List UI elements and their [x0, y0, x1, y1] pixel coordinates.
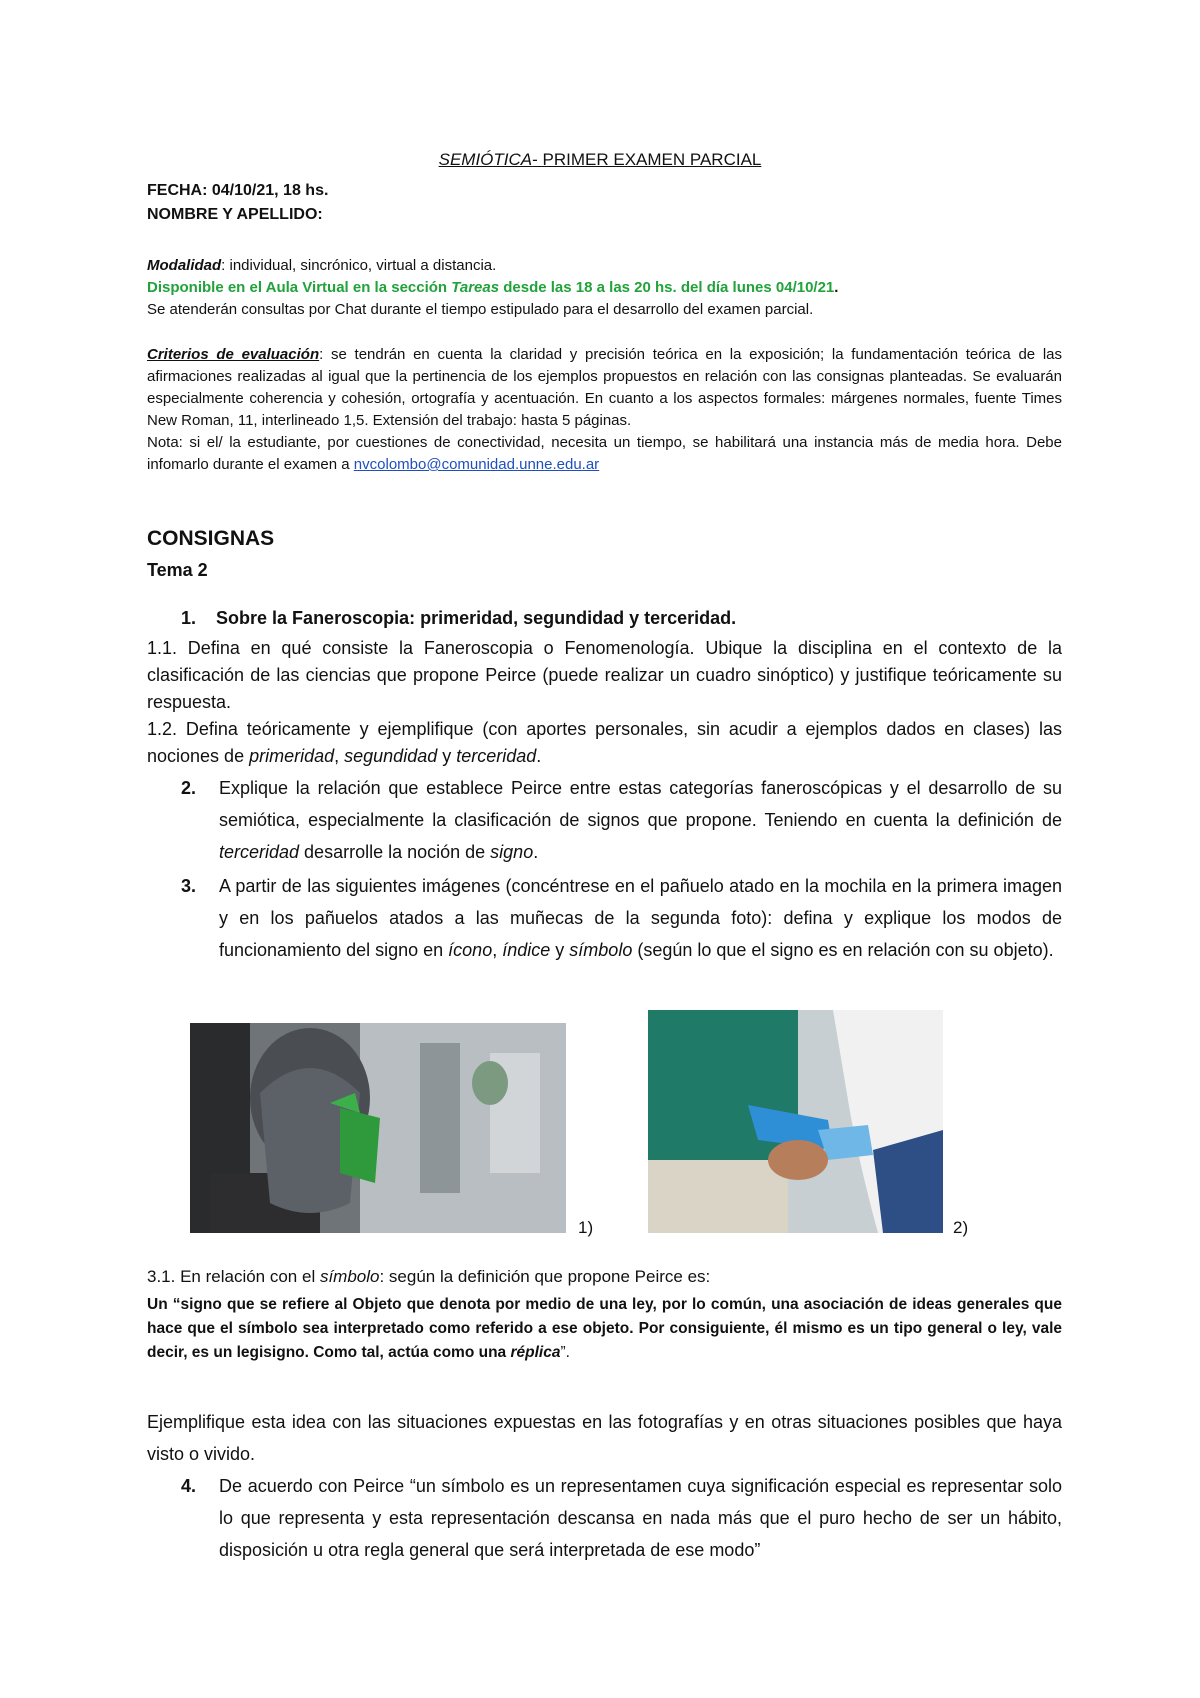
- page-title: SEMIÓTICA- PRIMER EXAMEN PARCIAL: [438, 150, 762, 169]
- photo-1-caption: 1): [578, 1218, 594, 1237]
- disponible-line: Disponible en el Aula Virtual en la sección Tareas desde las 18 a las 20 hs. del día lunes 04/10/21.: [147, 279, 839, 296]
- question-1-2: 1.2. Defina teóricamente y ejemplifique (con aportes personales, sin acudir a ejemplos dados en clases) las nociones de primeridad, segundidad y terceridad.: [147, 719, 1062, 766]
- modalidad-label: Modalidad: [147, 257, 222, 274]
- question-1-1: 1.1. Defina en qué consiste la Faneroscopia o Fenomenología. Ubique la disciplina en el contexto de la clasificación de las ciencias que propone Peirce (puede realizar un cuadro sinóptico) y justifique teóricamente su respuesta.: [147, 638, 1062, 712]
- photo-blue-scarves-wrists: [648, 1010, 943, 1233]
- question-2: 2. Explique la relación que establece Peirce entre estas categorías faneroscópicas y el desarrollo de su semiótica, especialmente la clasificación de signos que propone. Teniendo en cuenta la definición de terceridad desarrolle la noción de signo.: [181, 778, 1062, 862]
- criterios-label: Criterios de evaluación: [147, 346, 320, 363]
- photo-2-caption: 2): [953, 1218, 969, 1237]
- email-link[interactable]: nvcolombo@comunidad.unne.edu.ar: [353, 456, 600, 473]
- peirce-symbol-quote: Un “signo que se refiere al Objeto que denota por medio de una ley, por lo común, una asociación de ideas generales que hace que el símbolo sea interpretado como referido a ese objeto. Por consiguiente, él mismo es un tipo general o ley, vale decir, es un legisigno. Como tal, actúa como una réplica”.: [147, 1296, 1062, 1361]
- question-1: 1. Sobre la Faneroscopia: primeridad, segundidad y terceridad.: [181, 608, 737, 628]
- photo-backpack-illustration: [190, 1023, 566, 1233]
- modalidad-line: Modalidad: individual, sincrónico, virtual a distancia.: [147, 257, 497, 274]
- fecha-line: FECHA: 04/10/21, 18 hs.: [147, 182, 329, 199]
- question-3: 3. A partir de las siguientes imágenes (concéntrese en el pañuelo atado en la mochila en la primera imagen y en los pañuelos atados a las muñecas de la segunda foto): defina y explique los modos de funcionamiento del signo en ícono, índice y símbolo (según lo que el signo es en relación con su objeto).: [181, 876, 1062, 960]
- criterios-paragraph: Criterios de evaluación: se tendrán en cuenta la claridad y precisión teórica en la exposición; la fundamentación teórica de las afirmaciones realizadas al igual que la pertinencia de los ejemplos propuestos en relación con las consignas planteadas. Se evaluarán especialmente coherencia y cohesión, ortografía y acentuación. En cuanto a los aspectos formales: márgenes normales, fuente Times New Roman, 11, interlineado 1,5. Extensión del trabajo: hasta 5 páginas. Nota: si el/ la estudiante, por cuestiones de conectividad, necesita un tiempo, se habilitará una instancia más de media hora. Debe infomarlo durante el examen a nvcolombo@comunidad.unne.edu.ar: [147, 346, 1062, 473]
- nombre-line: NOMBRE Y APELLIDO:: [147, 206, 323, 223]
- consignas-heading: CONSIGNAS: [147, 527, 275, 550]
- nota-text: Nota: si el/ la estudiante, por cuestiones de conectividad, necesita un tiempo, se habilitará una instancia más de media hora. Debe infomarlo durante el examen a: [147, 434, 1062, 473]
- consultas-line: Se atenderán consultas por Chat durante el tiempo estipulado para el desarrollo del examen parcial.: [147, 301, 814, 318]
- photo-backpack-subway: [190, 1023, 566, 1233]
- ejemplifique-paragraph: Ejemplifique esta idea con las situaciones expuestas en las fotografías y en otras situaciones posibles que haya visto o vivido.: [147, 1412, 1062, 1464]
- question-4: 4. De acuerdo con Peirce “un símbolo es un representamen cuya significación especial es representar solo lo que representa y esta representación descansa en nada más que el puro hecho de ser un hábito, disposición u otra regla general que será interpretada de ese modo”: [181, 1476, 1062, 1560]
- question-3-1: 3.1. En relación con el símbolo: según la definición que propone Peirce es:: [147, 1267, 711, 1286]
- photo-wrists-illustration: [648, 1010, 943, 1233]
- tema-heading: Tema 2: [147, 560, 208, 580]
